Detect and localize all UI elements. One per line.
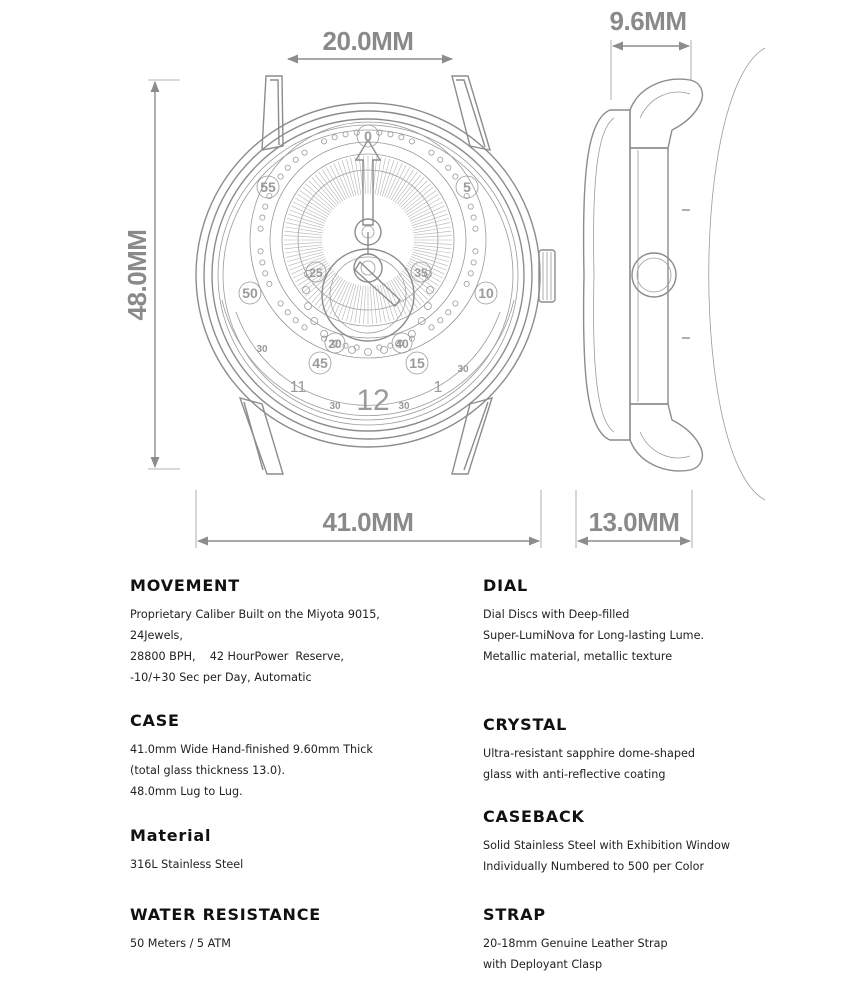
spec-water-line: 50 Meters / 5 ATM	[130, 937, 231, 950]
spec-case-line: 48.0mm Lug to Lug.	[130, 785, 243, 798]
spec-dial-line: Metallic material, metallic texture	[483, 650, 673, 663]
watch-front-view	[196, 76, 555, 474]
spec-movement-line: 28800 BPH, 42 HourPower Reserve,	[130, 650, 344, 663]
dim-case-width-label: 41.0MM	[322, 507, 414, 537]
spec-strap	[483, 905, 813, 975]
dial-number: 20	[328, 337, 342, 351]
spec-dial	[483, 576, 813, 667]
spec-material-line: 316L Stainless Steel	[130, 858, 244, 871]
spec-movement-title: MOVEMENT	[130, 576, 240, 595]
dial-number: 0	[364, 128, 372, 144]
dial-minute: 30	[398, 401, 410, 412]
dial-number: 35	[414, 266, 428, 280]
dim-case-thickness-label: 9.6MM	[609, 6, 687, 36]
watch-side-view	[584, 48, 765, 500]
dial-minute: 30	[329, 401, 341, 412]
spec-dial-line: Dial Discs with Deep-filled	[483, 608, 630, 621]
dim-total-thickness	[576, 490, 692, 548]
dial-number: 40	[395, 337, 409, 351]
spec-movement-line: -10/+30 Sec per Day, Automatic	[130, 671, 312, 684]
dial-hour-11: 11	[289, 379, 307, 396]
spec-caseback-line: Solid Stainless Steel with Exhibition Window	[483, 839, 730, 852]
spec-crystal-title: CRYSTAL	[483, 715, 568, 734]
dim-case-width	[196, 490, 541, 548]
spec-movement	[130, 576, 460, 688]
dim-lug-width-label: 20.0MM	[322, 26, 414, 56]
spec-caseback-title: CASEBACK	[483, 807, 585, 826]
spec-crystal	[483, 715, 813, 785]
spec-strap-line: with Deployant Clasp	[483, 958, 603, 971]
dim-lug-to-lug	[122, 80, 180, 469]
dial-minute: 30	[256, 344, 268, 355]
spec-crystal-line: glass with anti-reflective coating	[483, 768, 666, 781]
spec-material-title: Material	[130, 826, 212, 845]
dial-number: 10	[478, 285, 494, 301]
spec-case-line: (total glass thickness 13.0).	[130, 764, 286, 777]
dial-number: 5	[463, 179, 471, 195]
spec-material	[130, 826, 460, 875]
dial-minute: 30	[457, 364, 469, 375]
spec-case-line: 41.0mm Wide Hand-finished 9.60mm Thick	[130, 743, 373, 756]
spec-movement-line: Proprietary Caliber Built on the Miyota 9015,	[130, 608, 380, 621]
dial-hour-1: 1	[433, 379, 443, 396]
spec-caseback	[483, 807, 813, 877]
dim-lug-to-lug-label: 48.0MM	[122, 229, 152, 321]
spec-water-title: WATER RESISTANCE	[130, 905, 321, 924]
dial-number: 15	[409, 355, 425, 371]
dial-number: 25	[309, 266, 323, 280]
dim-total-thickness-label: 13.0MM	[588, 507, 680, 537]
spec-dial-line: Super-LumiNova for Long-lasting Lume.	[483, 629, 705, 642]
spec-dial-title: DIAL	[483, 576, 529, 595]
dial-number: 55	[260, 179, 276, 195]
spec-water-resistance	[130, 905, 460, 954]
spec-movement-line: 24Jewels,	[130, 629, 183, 642]
dim-lug-width	[288, 26, 452, 59]
dial-hour-12: 12	[356, 384, 390, 417]
dial-number: 50	[242, 285, 258, 301]
spec-case-title: CASE	[130, 711, 180, 730]
dial-number: 45	[312, 355, 328, 371]
spec-caseback-line: Individually Numbered to 500 per Color	[483, 860, 705, 873]
spec-crystal-line: Ultra-resistant sapphire dome-shaped	[483, 747, 695, 760]
spec-case	[130, 711, 460, 802]
spec-strap-line: 20-18mm Genuine Leather Strap	[483, 937, 668, 950]
spec-strap-title: STRAP	[483, 905, 546, 924]
